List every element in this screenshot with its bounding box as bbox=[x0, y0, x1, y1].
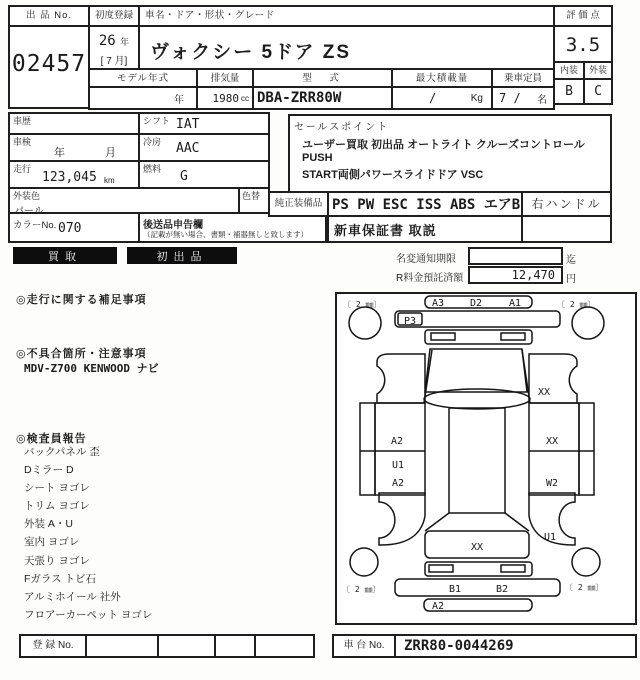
damage-code: A1 bbox=[508, 298, 522, 309]
damage-code: P3 bbox=[403, 316, 417, 327]
damage-code: U1 bbox=[391, 460, 405, 471]
exterior-color-label: 外装色 bbox=[13, 191, 41, 201]
inspector-item: バックパネル 歪 bbox=[24, 446, 100, 458]
roof-panel bbox=[449, 408, 505, 513]
badge-first-listing: 初出品 bbox=[127, 247, 237, 264]
sales-point-label: セールスポイント bbox=[294, 122, 390, 133]
damage-code: B1 bbox=[448, 584, 462, 595]
rename-deadline-box bbox=[468, 247, 563, 265]
shift-cell bbox=[138, 112, 270, 135]
deposit-label: R料金預託済額 bbox=[396, 273, 464, 284]
c-pillar-right bbox=[505, 513, 529, 531]
later-goods-note: （記載が無い場合、書類・補器無しと致します） bbox=[143, 230, 308, 239]
registration-no-cell-1 bbox=[85, 634, 159, 658]
chassis-no-value: ZRR80-0044269 bbox=[394, 634, 637, 658]
color-no-value: 070 bbox=[58, 221, 82, 236]
shift-value: IAT bbox=[176, 117, 200, 132]
inspector-item: トリム ヨゴレ bbox=[24, 500, 90, 513]
model-year-value: 年 bbox=[88, 86, 198, 110]
inspector-item: シート ヨゴレ bbox=[24, 482, 90, 495]
mileage-value: 123,045 bbox=[42, 170, 97, 185]
inspection-label: 車検 bbox=[13, 137, 32, 147]
color-change-label: 色替 bbox=[242, 191, 261, 201]
first-registration-year: 26 年 bbox=[98, 33, 130, 49]
fuel-cell bbox=[138, 160, 270, 189]
car-name-value: ヴォクシー 5ドア ZS bbox=[150, 42, 352, 63]
car-name-label: 車名・ドア・形状・グレード bbox=[140, 7, 553, 27]
model-code-label: 型 式 bbox=[302, 73, 343, 84]
ac-cell bbox=[138, 133, 270, 162]
fender-front-left bbox=[377, 354, 425, 403]
color-no-cell bbox=[8, 212, 140, 243]
color-no-label: カラーNo. bbox=[13, 220, 57, 231]
windshield bbox=[425, 349, 527, 392]
registration-no-cell-3 bbox=[214, 634, 256, 658]
registration-no-label: 登 録 No. bbox=[19, 634, 87, 658]
mileage-label: 走行 bbox=[13, 164, 32, 174]
inspector-item: 外装 A・U bbox=[24, 518, 74, 531]
defect-notes-title: ◎不具合箇所・注意事項 bbox=[16, 348, 147, 360]
history-label: 車歴 bbox=[13, 116, 32, 126]
damage-code: W2 bbox=[545, 478, 559, 489]
capacity-value: 7 / 名 bbox=[491, 86, 555, 110]
docs-value: 新車保証書 取説 bbox=[327, 215, 523, 243]
inspector-report-list bbox=[24, 443, 152, 624]
car-name-box bbox=[138, 5, 555, 70]
interior-label: 内装 bbox=[553, 61, 585, 80]
damage-code: B2 bbox=[495, 584, 509, 595]
damage-code: XX bbox=[470, 542, 484, 553]
rename-deadline-suffix: 迄 bbox=[566, 255, 576, 266]
fender-rear-left bbox=[379, 493, 425, 545]
tire-front-left bbox=[349, 307, 381, 339]
running-notes-title: ◎走行に関する補足事項 bbox=[16, 294, 147, 306]
damage-code: U1 bbox=[543, 532, 557, 543]
damage-code: D2 bbox=[469, 298, 483, 309]
equipment-value: PS PW ESC ISS ABS エアB bbox=[327, 191, 523, 217]
fuel-value: G bbox=[180, 169, 188, 184]
max-load-value: / Kg bbox=[391, 86, 493, 110]
tire-rear-left bbox=[350, 548, 378, 576]
front-light-bar bbox=[425, 330, 532, 344]
rear-light-bar bbox=[425, 562, 532, 576]
score-box bbox=[553, 5, 613, 63]
damage-diagram bbox=[337, 294, 635, 623]
rename-deadline-label: 名変通知期限 bbox=[396, 254, 456, 265]
exterior-label: 外装 bbox=[583, 61, 613, 80]
inspector-item: 天張り ヨゴレ bbox=[24, 554, 90, 567]
displacement-label: 排気量 bbox=[210, 73, 240, 84]
registration-no-cell-4 bbox=[254, 634, 315, 658]
model-code-value: DBA-ZRR80W bbox=[252, 86, 393, 110]
shift-label: シフト bbox=[143, 116, 171, 126]
registration-no-cell-2 bbox=[157, 634, 216, 658]
fender-front-right bbox=[529, 354, 577, 403]
interior-grade: B bbox=[553, 78, 585, 105]
inspector-item: Fガラス トビ石 bbox=[24, 572, 97, 585]
damage-code: XX bbox=[537, 387, 551, 398]
model-year-label: モデル年式 bbox=[116, 73, 170, 84]
sales-point-line1: ユーザー買取 初出品 オートライト クルーズコントロール PUSH bbox=[302, 139, 585, 164]
damage-code: A3 bbox=[431, 298, 445, 309]
tire-front-right bbox=[572, 307, 604, 339]
inspector-item: Dミラー D bbox=[24, 464, 74, 477]
equipment-label: 純正装備品 bbox=[268, 191, 329, 217]
defect-item: MDV-Z700 KENWOOD ナビ bbox=[24, 362, 159, 375]
taillight-left bbox=[429, 565, 453, 572]
lot-number-box bbox=[8, 5, 90, 109]
tread-label-front-right: 〔 2 ㎜〕 bbox=[557, 300, 596, 309]
rear-bumper bbox=[395, 579, 560, 596]
rocker-right bbox=[579, 403, 594, 495]
deposit-unit: 円 bbox=[566, 274, 576, 285]
chassis-no-label: 車 台 No. bbox=[332, 634, 396, 658]
damage-diagram-box bbox=[335, 292, 637, 625]
sales-point-line2: START両側パワースライドドア VSC bbox=[302, 169, 484, 181]
damage-code: A2 bbox=[431, 601, 445, 612]
rocker-left bbox=[360, 403, 375, 495]
fuel-label: 燃料 bbox=[143, 164, 162, 174]
tire-rear-right bbox=[572, 548, 600, 576]
taillight-right bbox=[501, 565, 525, 572]
exterior-grade: C bbox=[583, 78, 613, 105]
handle-value: 右ハンドル bbox=[521, 191, 612, 217]
headlight-right bbox=[501, 333, 525, 340]
inspector-item: フロアーカーペット ヨゴレ bbox=[24, 608, 153, 621]
damage-code: XX bbox=[545, 436, 559, 447]
c-pillar-left bbox=[425, 513, 449, 531]
damage-code: A2 bbox=[390, 436, 404, 447]
score-value: 3.5 bbox=[565, 34, 601, 56]
ac-value: AAC bbox=[176, 141, 200, 156]
inspection-value: 年 月 bbox=[54, 147, 122, 159]
inspector-item: 室内 ヨゴレ bbox=[24, 536, 80, 549]
sales-point-box bbox=[288, 114, 612, 193]
tread-label-rear-left: 〔 2 ㎜〕 bbox=[342, 585, 381, 594]
first-registration-box bbox=[88, 5, 140, 70]
capacity-label: 乗車定員 bbox=[503, 73, 542, 84]
damage-code: A2 bbox=[391, 478, 405, 489]
first-registration-label: 初度登録 bbox=[90, 7, 138, 27]
ac-label: 冷房 bbox=[143, 137, 162, 147]
inspector-item: アルミホイール 社外 bbox=[24, 590, 121, 603]
inspector-report-title: ◎検査員報告 bbox=[16, 433, 87, 445]
displacement-value: 1980 cc bbox=[196, 86, 254, 110]
handle-empty-cell bbox=[521, 215, 612, 243]
later-goods-label: 後送品申告欄 bbox=[143, 220, 203, 231]
tread-label-rear-right: 〔 2 ㎜〕 bbox=[565, 583, 604, 592]
first-registration-month: [ 7 月] bbox=[100, 56, 128, 67]
max-load-label: 最大積載量 bbox=[415, 73, 469, 84]
exterior-color-cell bbox=[8, 187, 240, 214]
tread-label-front-left: 〔 2 ㎜〕 bbox=[343, 300, 382, 309]
lot-number-value: 02457 bbox=[11, 51, 87, 77]
score-label: 評 価 点 bbox=[555, 7, 611, 27]
lot-number-label: 出 品 No. bbox=[10, 7, 88, 27]
headlight-left bbox=[431, 333, 455, 340]
inspection-cell bbox=[8, 133, 140, 162]
mileage-cell bbox=[8, 160, 140, 189]
deposit-value: 12,470 bbox=[468, 266, 563, 284]
mileage-unit: km bbox=[104, 176, 115, 185]
badge-buyback: 買取 bbox=[13, 247, 117, 264]
